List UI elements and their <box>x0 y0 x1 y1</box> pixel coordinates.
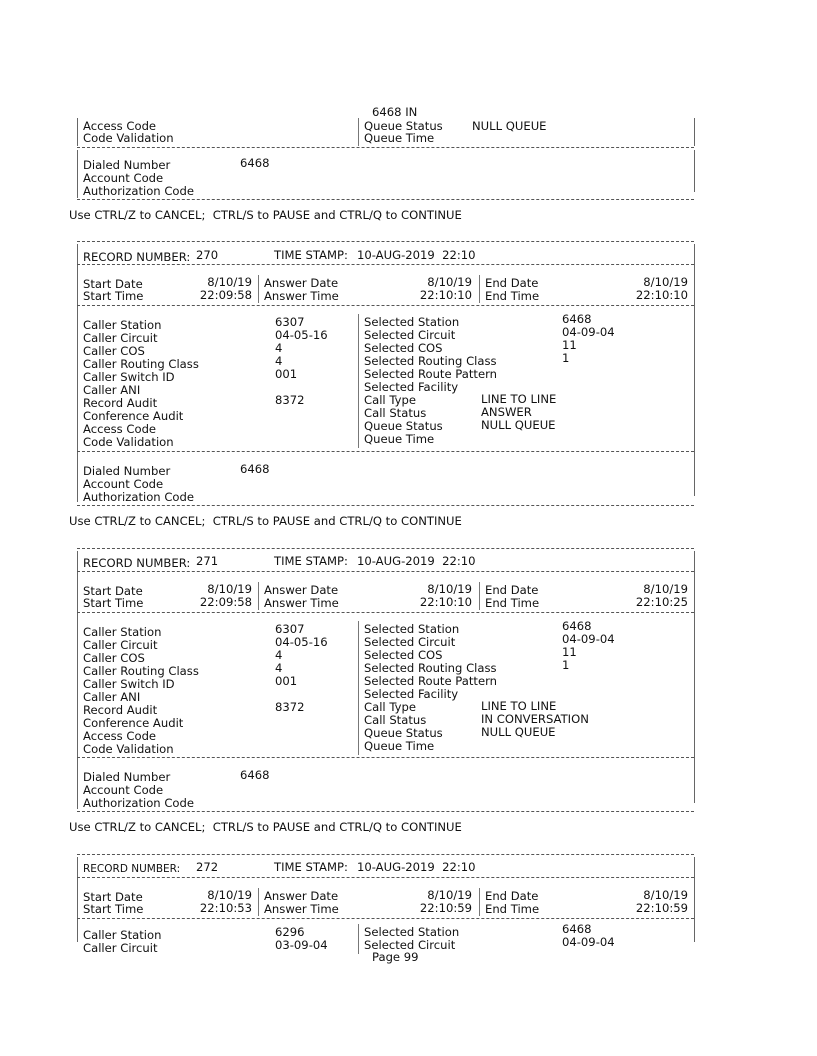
divider-line <box>77 918 694 919</box>
page-footer: Page 99 <box>372 950 419 964</box>
call-status-value: IN CONVERSATION <box>481 712 589 726</box>
caller-circuit-label: Caller Circuit <box>83 941 158 955</box>
box-left-border <box>77 551 78 809</box>
selected-routing-class-value: 1 <box>562 658 570 672</box>
end-time-label: End Time <box>485 596 540 610</box>
end-date-label: End Date <box>485 889 539 903</box>
selected-routing-class-label: Selected Routing Class <box>364 661 497 675</box>
start-date-label: Start Date <box>83 277 143 291</box>
caller-circuit-label: Caller Circuit <box>83 331 158 345</box>
box-right-border <box>694 150 695 192</box>
access-code-label: Access Code <box>83 119 157 133</box>
call-type-value: LINE TO LINE <box>481 699 557 713</box>
selected-facility-label: Selected Facility <box>364 380 459 394</box>
account-code-label: Account Code <box>83 783 164 797</box>
caller-switch-id-value: 001 <box>275 674 298 688</box>
selected-route-pattern-label: Selected Route Pattern <box>364 367 497 381</box>
caller-cos-value: 4 <box>275 648 283 662</box>
end-time-value: 22:10:25 <box>635 595 688 609</box>
caller-routing-class-value: 4 <box>275 354 283 368</box>
caller-station-label: Caller Station <box>83 318 162 332</box>
record-audit-label: Record Audit <box>83 703 158 717</box>
column-separator <box>479 275 480 303</box>
selected-station-label: Selected Station <box>364 622 460 636</box>
caller-routing-class-value: 4 <box>275 661 283 675</box>
divider-line <box>77 571 694 572</box>
record-number-label: RECORD NUMBER: <box>83 863 181 875</box>
column-separator <box>479 888 480 916</box>
queue-time-label: Queue Time <box>364 131 435 145</box>
dialed-number-label: Dialed Number <box>83 464 171 478</box>
queue-status-value: NULL QUEUE <box>481 418 556 432</box>
box-right-border <box>694 857 695 942</box>
answer-date-value: 8/10/19 <box>427 275 472 289</box>
start-time-value: 22:10:53 <box>199 901 252 915</box>
start-date-value: 8/10/19 <box>207 888 252 902</box>
caller-cos-label: Caller COS <box>83 651 145 665</box>
record-audit-label: Record Audit <box>83 396 158 410</box>
conference-audit-label: Conference Audit <box>83 409 184 423</box>
box-right-border <box>694 244 695 496</box>
column-separator <box>358 314 359 448</box>
access-code-label: Access Code <box>83 729 157 743</box>
box-right-border <box>694 551 695 803</box>
time-stamp-value: 10-AUG-2019 22:10 <box>357 554 476 568</box>
divider-line <box>77 505 694 506</box>
end-date-value: 8/10/19 <box>643 275 688 289</box>
record-number-value: 271 <box>196 554 219 568</box>
selected-cos-value: 11 <box>562 645 577 659</box>
divider-line <box>77 305 694 306</box>
end-time-label: End Time <box>485 902 540 916</box>
column-separator <box>258 888 259 916</box>
prompt-line: Use CTRL/Z to CANCEL; CTRL/S to PAUSE and CTRL/Q to CONTINUE <box>69 208 462 222</box>
dialed-number-value: 6468 <box>240 462 270 476</box>
authorization-code-label: Authorization Code <box>83 490 195 504</box>
divider-line <box>77 199 694 200</box>
record-number-label: RECORD NUMBER: <box>83 250 191 264</box>
selected-circuit-value: 04-09-04 <box>562 935 615 949</box>
call-type-label: Call Type <box>364 393 416 407</box>
divider-line <box>77 854 694 855</box>
selected-station-value: 6468 <box>562 312 592 326</box>
authorization-code-label: Authorization Code <box>83 796 195 810</box>
end-date-value: 8/10/19 <box>643 582 688 596</box>
account-code-label: Account Code <box>83 477 164 491</box>
code-validation-label: Code Validation <box>83 131 174 145</box>
prompt-line: Use CTRL/Z to CANCEL; CTRL/S to PAUSE and CTRL/Q to CONTINUE <box>69 514 462 528</box>
account-code-label: Account Code <box>83 171 164 185</box>
selected-station-label: Selected Station <box>364 925 460 939</box>
time-stamp-label: TIME STAMP: <box>274 248 348 262</box>
caller-station-value: 6307 <box>275 315 305 329</box>
box-left-border <box>77 857 78 942</box>
divider-line <box>77 757 694 758</box>
caller-switch-id-value: 001 <box>275 367 298 381</box>
caller-station-label: Caller Station <box>83 928 162 942</box>
divider-line <box>77 877 694 878</box>
time-stamp-label: TIME STAMP: <box>274 860 348 874</box>
column-separator <box>358 118 359 146</box>
column-separator <box>358 924 359 954</box>
prompt-line: Use CTRL/Z to CANCEL; CTRL/S to PAUSE and CTRL/Q to CONTINUE <box>69 820 462 834</box>
answer-time-label: Answer Time <box>264 289 339 303</box>
caller-switch-id-label: Caller Switch ID <box>83 677 175 691</box>
record-number-label: RECORD NUMBER: <box>83 556 191 570</box>
box-left-border <box>77 244 78 502</box>
queue-status-value: NULL QUEUE <box>481 725 556 739</box>
queue-head-text: 6468 IN <box>372 105 418 119</box>
queue-time-label: Queue Time <box>364 432 435 446</box>
answer-time-value: 22:10:10 <box>419 288 472 302</box>
answer-date-label: Answer Date <box>264 583 339 597</box>
selected-routing-class-label: Selected Routing Class <box>364 354 497 368</box>
code-validation-label: Code Validation <box>83 435 174 449</box>
end-time-value: 22:10:10 <box>635 288 688 302</box>
start-date-value: 8/10/19 <box>207 582 252 596</box>
answer-date-value: 8/10/19 <box>427 888 472 902</box>
answer-time-label: Answer Time <box>264 596 339 610</box>
box-left-border <box>77 150 78 198</box>
time-stamp-value: 10-AUG-2019 22:10 <box>357 860 476 874</box>
start-date-value: 8/10/19 <box>207 275 252 289</box>
dialed-number-value: 6468 <box>240 768 270 782</box>
call-status-label: Call Status <box>364 406 427 420</box>
selected-circuit-label: Selected Circuit <box>364 328 456 342</box>
caller-ani-label: Caller ANI <box>83 690 141 704</box>
column-separator <box>258 275 259 303</box>
end-date-label: End Date <box>485 276 539 290</box>
selected-circuit-label: Selected Circuit <box>364 938 456 952</box>
caller-station-value: 6296 <box>275 925 305 939</box>
caller-cos-value: 4 <box>275 341 283 355</box>
selected-cos-value: 11 <box>562 338 577 352</box>
start-time-label: Start Time <box>83 289 144 303</box>
caller-circuit-label: Caller Circuit <box>83 638 158 652</box>
start-time-value: 22:09:58 <box>199 288 252 302</box>
selected-station-label: Selected Station <box>364 315 460 329</box>
answer-time-label: Answer Time <box>264 902 339 916</box>
call-status-label: Call Status <box>364 713 427 727</box>
dialed-number-label: Dialed Number <box>83 158 171 172</box>
divider-line <box>77 811 694 812</box>
box-left-border <box>77 118 78 146</box>
divider-line <box>77 612 694 613</box>
box-right-border <box>694 118 695 146</box>
caller-ani-label: Caller ANI <box>83 383 141 397</box>
end-date-label: End Date <box>485 583 539 597</box>
end-date-value: 8/10/19 <box>643 888 688 902</box>
answer-time-value: 22:10:59 <box>419 901 472 915</box>
column-separator <box>358 621 359 755</box>
caller-circuit-value: 04-05-16 <box>275 328 328 342</box>
call-type-label: Call Type <box>364 700 416 714</box>
divider-line <box>77 548 694 549</box>
caller-routing-class-label: Caller Routing Class <box>83 357 199 371</box>
queue-status-label: Queue Status <box>364 119 443 133</box>
record-audit-value: 8372 <box>275 393 305 407</box>
queue-status-label: Queue Status <box>364 726 443 740</box>
record-audit-value: 8372 <box>275 700 305 714</box>
caller-routing-class-label: Caller Routing Class <box>83 664 199 678</box>
start-date-label: Start Date <box>83 890 143 904</box>
start-time-value: 22:09:58 <box>199 595 252 609</box>
caller-circuit-value: 03-09-04 <box>275 938 328 952</box>
call-status-value: ANSWER <box>481 405 532 419</box>
caller-station-label: Caller Station <box>83 625 162 639</box>
divider-line <box>77 264 694 265</box>
start-date-label: Start Date <box>83 584 143 598</box>
selected-station-value: 6468 <box>562 922 592 936</box>
answer-date-value: 8/10/19 <box>427 582 472 596</box>
end-time-label: End Time <box>485 289 540 303</box>
record-number-value: 272 <box>196 860 219 874</box>
column-separator <box>479 582 480 610</box>
start-time-label: Start Time <box>83 902 144 916</box>
divider-line <box>77 147 694 148</box>
selected-route-pattern-label: Selected Route Pattern <box>364 674 497 688</box>
start-time-label: Start Time <box>83 596 144 610</box>
code-validation-label: Code Validation <box>83 742 174 756</box>
divider-line <box>77 241 694 242</box>
selected-facility-label: Selected Facility <box>364 687 459 701</box>
selected-station-value: 6468 <box>562 619 592 633</box>
answer-date-label: Answer Date <box>264 276 339 290</box>
selected-cos-label: Selected COS <box>364 341 443 355</box>
authorization-code-label: Authorization Code <box>83 184 195 198</box>
divider-line <box>77 451 694 452</box>
queue-status-value: NULL QUEUE <box>472 119 547 133</box>
queue-status-label: Queue Status <box>364 419 443 433</box>
time-stamp-value: 10-AUG-2019 22:10 <box>357 248 476 262</box>
selected-cos-label: Selected COS <box>364 648 443 662</box>
dialed-number-value: 6468 <box>240 156 270 170</box>
record-number-value: 270 <box>196 248 219 262</box>
caller-circuit-value: 04-05-16 <box>275 635 328 649</box>
dialed-number-label: Dialed Number <box>83 770 171 784</box>
queue-time-label: Queue Time <box>364 739 435 753</box>
caller-switch-id-label: Caller Switch ID <box>83 370 175 384</box>
call-type-value: LINE TO LINE <box>481 392 557 406</box>
time-stamp-label: TIME STAMP: <box>274 554 348 568</box>
selected-routing-class-value: 1 <box>562 351 570 365</box>
end-time-value: 22:10:59 <box>635 901 688 915</box>
answer-time-value: 22:10:10 <box>419 595 472 609</box>
selected-circuit-value: 04-09-04 <box>562 632 615 646</box>
conference-audit-label: Conference Audit <box>83 716 184 730</box>
caller-station-value: 6307 <box>275 622 305 636</box>
access-code-label: Access Code <box>83 422 157 436</box>
selected-circuit-label: Selected Circuit <box>364 635 456 649</box>
selected-circuit-value: 04-09-04 <box>562 325 615 339</box>
caller-cos-label: Caller COS <box>83 344 145 358</box>
column-separator <box>258 582 259 610</box>
answer-date-label: Answer Date <box>264 889 339 903</box>
